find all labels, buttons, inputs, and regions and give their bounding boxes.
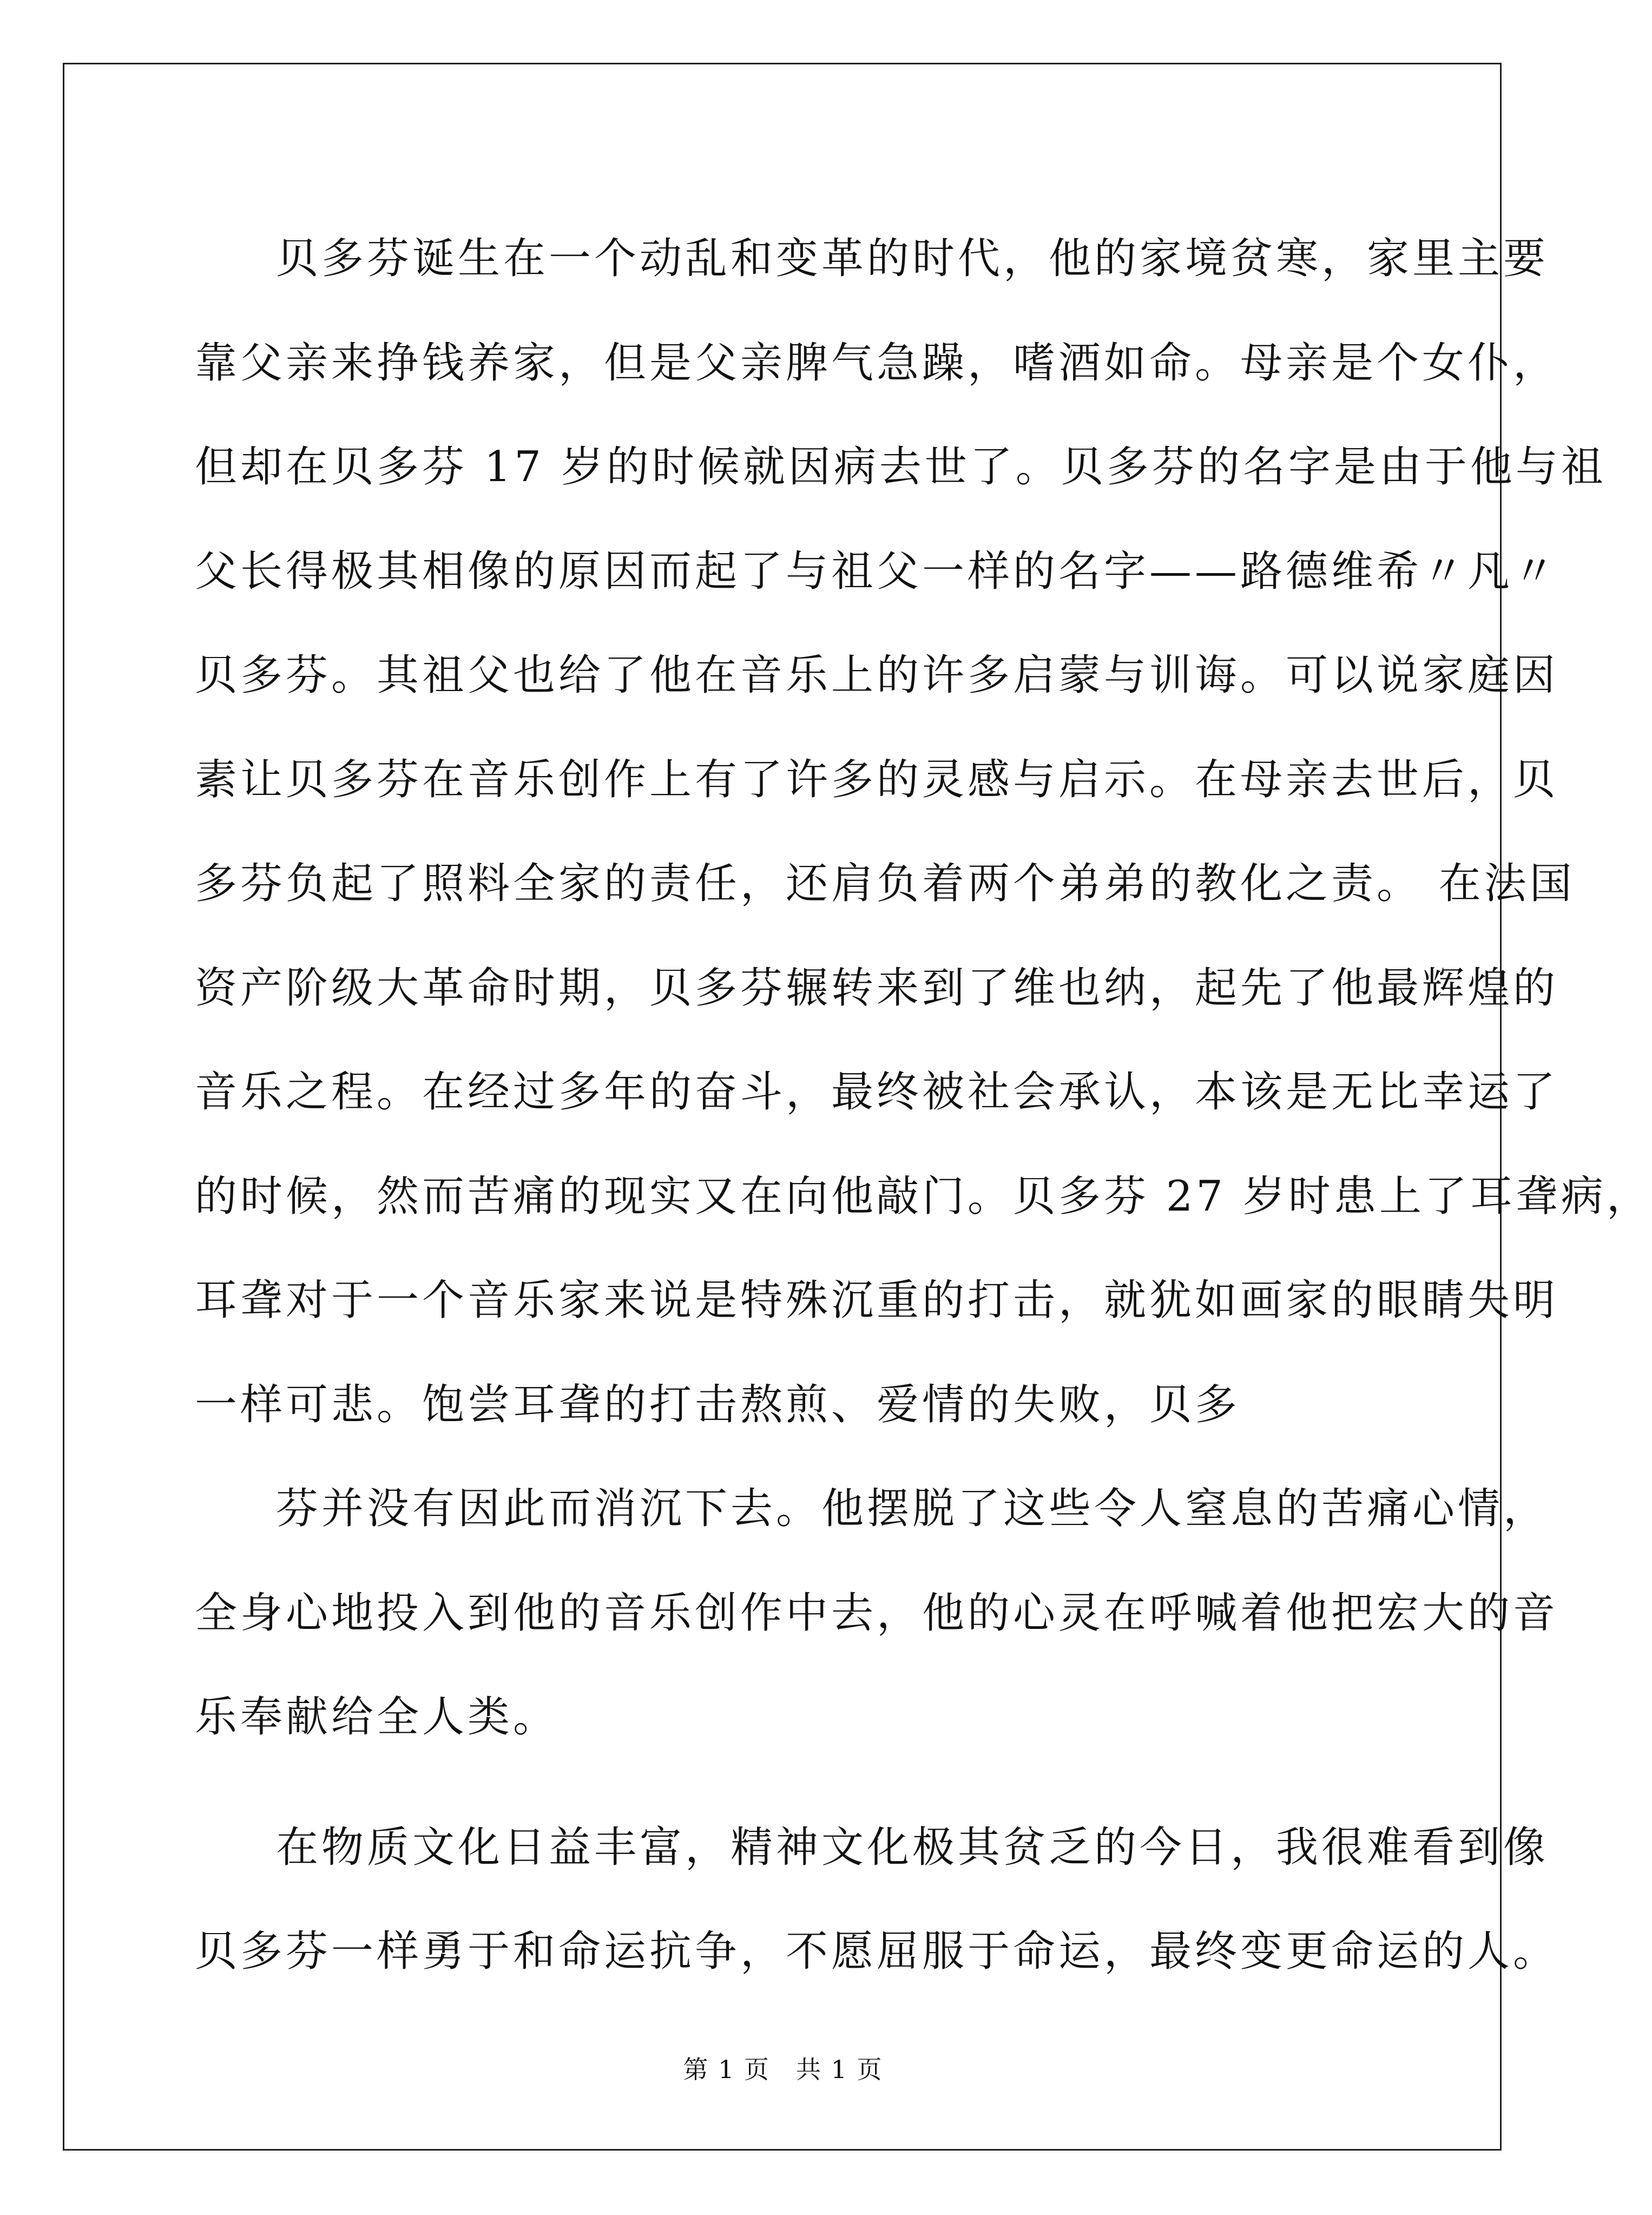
text-line: 靠父亲来挣钱养家，但是父亲脾气急躁，嗜酒如命。母亲是个女仆，: [195, 338, 1559, 387]
text-line: 贝多芬。其祖父也给了他在音乐上的许多启蒙与训诲。可以说家庭因: [195, 651, 1559, 700]
text-line: 贝多芬诞生在一个动乱和变革的时代，他的家境贫寒，家里主要: [276, 234, 1549, 283]
text-line: 素让贝多芬在音乐创作上有了许多的灵感与启示。在母亲去世后，贝: [195, 755, 1559, 804]
text-line: 一样可悲。饱尝耳聋的打击熬煎、爱情的失败，贝多: [195, 1380, 1241, 1429]
page-total: 共 1 页: [796, 2055, 883, 2084]
text-line: 芬并没有因此而消沉下去。他摆脱了这些令人窒息的苦痛心情，: [276, 1484, 1549, 1533]
text-line: 在物质文化日益丰富，精神文化极其贫乏的今日，我很难看到像: [276, 1823, 1549, 1872]
paragraph-3: [195, 1796, 1559, 2004]
page-footer: [0, 2050, 1566, 2086]
paragraph-1: [195, 207, 1652, 1457]
paragraph-2: [195, 1457, 1559, 1770]
text-line: 全身心地投入到他的音乐创作中去，他的心灵在呼喊着他把宏大的音: [195, 1588, 1559, 1638]
text-line: 多芬负起了照料全家的责任，还肩负着两个弟弟的教化之责。 在法国: [195, 859, 1575, 908]
text-line: 的时候，然而苦痛的现实又在向他敲门。贝多芬 27 岁时患上了耳聋病，: [195, 1172, 1652, 1221]
text-line: 耳聋对于一个音乐家来说是特殊沉重的打击，就犹如画家的眼睛失明: [195, 1276, 1559, 1325]
page-number: 第 1 页: [683, 2055, 770, 2084]
text-line: 父长得极其相像的原因而起了与祖父一样的名字——路德维希〃凡〃: [195, 547, 1559, 596]
text-line: 但却在贝多芬 17 岁的时候就因病去世了。贝多芬的名字是由于他与祖: [195, 443, 1607, 491]
text-line: 贝多芬一样勇于和命运抗争，不愿屈服于命运，最终变更命运的人。: [195, 1927, 1559, 1976]
text-line: 音乐之程。在经过多年的奋斗，最终被社会承认，本该是无比幸运了: [195, 1068, 1559, 1116]
text-line: 资产阶级大革命时期，贝多芬辗转来到了维也纳，起先了他最辉煌的: [195, 963, 1559, 1013]
text-line: 乐奉献给全人类。: [195, 1693, 559, 1741]
paragraph-spacer: [195, 1770, 1374, 1796]
document-body: [195, 207, 1652, 2004]
